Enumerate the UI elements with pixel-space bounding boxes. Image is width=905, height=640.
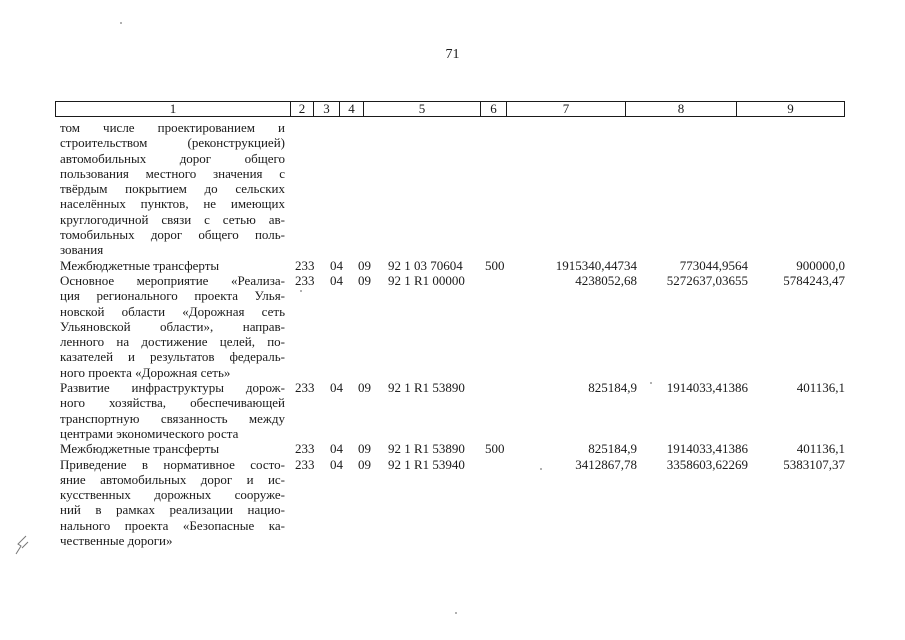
table-row [60,457,845,549]
cell-col-4: 09 [358,257,371,273]
header-col-1: 1 [56,102,291,116]
row-name-line: пользования местного значения с [60,165,285,181]
cell-col-3: 04 [330,257,343,273]
row-name [60,273,285,380]
cell-col-7: 825184,9 [588,380,637,396]
scan-speck [455,612,457,614]
row-name [60,120,285,258]
header-col-5: 5 [364,102,481,116]
table-row [60,120,845,258]
row-name-line: Межбюджетные трансферты [60,441,220,457]
row-name-line: чественные дороги» [60,533,173,549]
table-row [60,441,845,456]
row-name-line: Развитие инфраструктуры дорож- [60,380,285,396]
cell-col-3: 04 [330,456,343,472]
row-name-line: центрами экономического роста [60,425,239,441]
cell-col-8: 773044,9564 [679,257,748,273]
cell-col-9: 900000,0 [796,257,845,273]
row-name-line: Приведение в нормативное состо- [60,456,285,472]
cell-col-6: 500 [485,257,505,273]
row-name-line: твёрдым покрытием до сельских [60,181,285,197]
cell-col-5: 92 1 R1 53940 [388,456,465,472]
row-name-line: Ульяновской области», направ- [60,318,285,334]
row-name-line: казателей и результатов федераль- [60,349,285,365]
table-row [60,380,845,441]
cell-col-7: 3412867,78 [575,456,637,472]
row-name-line: круглогодичной связи с сетью ав- [60,211,285,227]
cell-col-5: 92 1 R1 00000 [388,272,465,288]
cell-col-8: 1914033,41386 [666,380,748,396]
cell-col-4: 09 [358,441,371,457]
row-name-line: новской области «Дорожная сеть [60,303,285,319]
row-name-line: томобильных дорог общего поль- [60,227,285,243]
cell-col-7: 1915340,44734 [555,257,637,273]
cell-col-4: 09 [358,272,371,288]
row-name-line: ленного на достижение целей, по- [60,334,285,350]
cell-col-6: 500 [485,441,505,457]
row-name-line: Межбюджетные трансферты [60,257,220,273]
row-name-line: населённых пунктов, не имеющих [60,196,285,212]
pen-mark-icon [12,528,34,558]
table-header [55,101,845,117]
cell-col-8: 1914033,41386 [666,441,748,457]
cell-col-4: 09 [358,380,371,396]
cell-col-3: 04 [330,272,343,288]
cell-col-9: 5383107,37 [783,456,845,472]
scan-speck [650,382,652,384]
cell-col-5: 92 1 R1 53890 [388,441,465,457]
table-body [60,120,845,548]
row-name-line: ний в рамках реализации нацио- [60,502,285,518]
cell-col-5: 92 1 03 70604 [388,257,463,273]
row-name-line: транспортную связанность между [60,410,285,426]
cell-col-3: 04 [330,441,343,457]
header-col-2: 2 [291,102,314,116]
table-row [60,258,845,273]
header-col-7: 7 [507,102,626,116]
row-name-line: зования [60,242,104,258]
cell-col-2: 233 [295,272,315,288]
row-name-line: том числе проектированием и [60,120,285,135]
cell-col-3: 04 [330,380,343,396]
cell-col-9: 401136,1 [796,441,845,457]
cell-col-7: 4238052,68 [575,272,637,288]
cell-col-4: 09 [358,456,371,472]
cell-col-5: 92 1 R1 53890 [388,380,465,396]
row-name [60,457,285,549]
row-name-line: автомобильных дорог общего [60,150,285,166]
cell-col-2: 233 [295,456,315,472]
header-col-3: 3 [314,102,340,116]
table-row [60,273,845,380]
header-col-9: 9 [787,101,794,116]
cell-col-8: 3358603,62269 [666,456,748,472]
page-number: 71 [445,47,460,62]
row-name-line: строительством (реконструкцией) [60,135,285,151]
scan-speck [540,468,542,470]
row-name-line: ного хозяйства, обеспечивающей [60,395,285,411]
row-name [60,441,285,456]
cell-col-7: 825184,9 [588,441,637,457]
cell-col-9: 401136,1 [796,380,845,396]
cell-col-9: 5784243,47 [783,272,845,288]
cell-col-2: 233 [295,380,315,396]
scan-speck [300,290,302,292]
row-name-line: нального проекта «Безопасные ка- [60,517,285,533]
header-col-6: 6 [481,102,507,116]
cell-col-8: 5272637,03655 [666,272,748,288]
row-name-line: ция регионального проекта Улья- [60,288,285,304]
row-name-line: кусственных дорожных сооруже- [60,487,285,503]
cell-col-2: 233 [295,441,315,457]
cell-col-2: 233 [295,257,315,273]
row-name-line: ного проекта «Дорожная сеть» [60,364,231,380]
scan-speck [120,22,122,24]
row-name [60,380,285,441]
header-col-8: 8 [626,102,737,116]
row-name [60,258,285,273]
row-name-line: яние автомобильных дорог и ис- [60,471,285,487]
row-name-line: Основное мероприятие «Реализа- [60,272,285,288]
header-col-4: 4 [340,102,364,116]
